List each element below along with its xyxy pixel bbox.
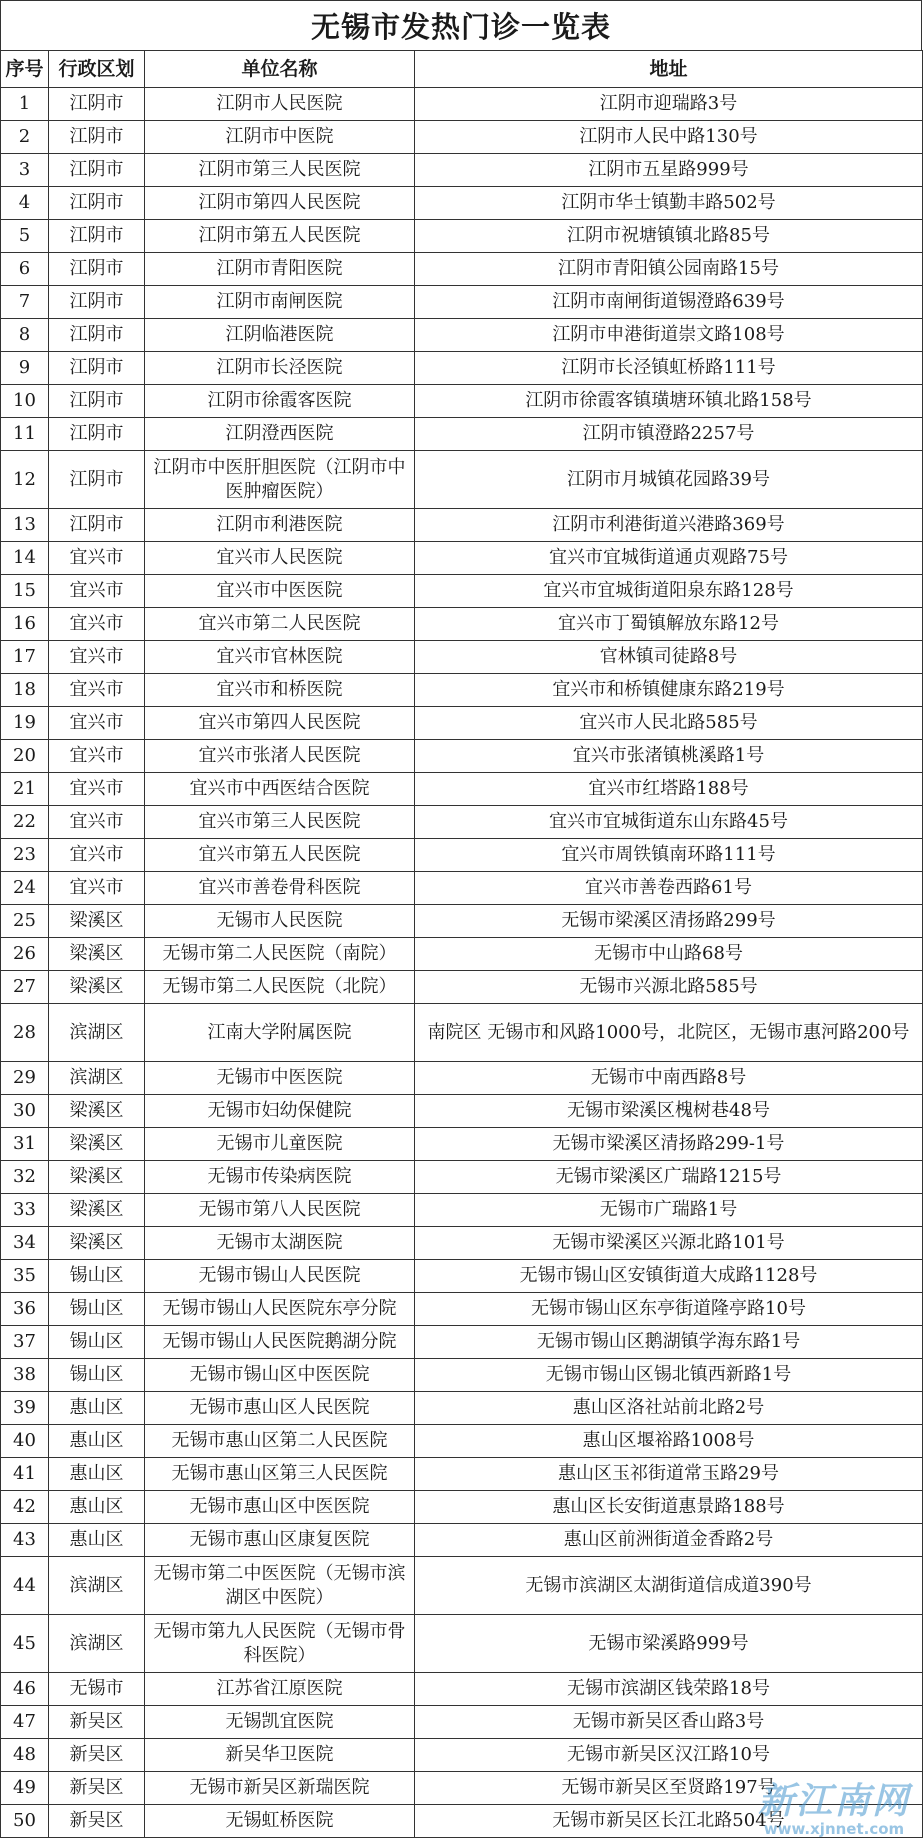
cell-address: 江阴市祝塘镇镇北路85号 (415, 220, 923, 253)
cell-district: 惠山区 (49, 1524, 145, 1557)
cell-address: 惠山区玉祁街道常玉路29号 (415, 1458, 923, 1491)
cell-unit-name: 江阴市徐霞客医院 (145, 385, 415, 418)
cell-district: 滨湖区 (49, 1615, 145, 1673)
cell-address: 江阴市月城镇花园路39号 (415, 451, 923, 509)
cell-district: 锡山区 (49, 1260, 145, 1293)
cell-index: 24 (1, 872, 49, 905)
cell-unit-name: 无锡市妇幼保健院 (145, 1095, 415, 1128)
cell-district: 新吴区 (49, 1739, 145, 1772)
cell-index: 40 (1, 1425, 49, 1458)
cell-address: 无锡市梁溪区兴源北路101号 (415, 1227, 923, 1260)
cell-index: 29 (1, 1062, 49, 1095)
cell-unit-name: 江阴澄西医院 (145, 418, 415, 451)
cell-address: 无锡市锡山区安镇街道大成路1128号 (415, 1260, 923, 1293)
cell-index: 37 (1, 1326, 49, 1359)
table-row (1, 1326, 923, 1359)
cell-address: 无锡市滨湖区太湖街道信成道390号 (415, 1557, 923, 1615)
cell-index: 4 (1, 187, 49, 220)
cell-index: 47 (1, 1706, 49, 1739)
cell-index: 23 (1, 839, 49, 872)
cell-district: 江阴市 (49, 121, 145, 154)
cell-address: 无锡市新吴区汉江路10号 (415, 1739, 923, 1772)
cell-index: 10 (1, 385, 49, 418)
cell-address: 无锡市梁溪路999号 (415, 1615, 923, 1673)
header-unit-name: 单位名称 (145, 51, 415, 88)
cell-unit-name: 江阴市中医院 (145, 121, 415, 154)
cell-district: 宜兴市 (49, 773, 145, 806)
cell-index: 7 (1, 286, 49, 319)
cell-district: 梁溪区 (49, 1128, 145, 1161)
cell-address: 无锡市锡山区鹅湖镇学海东路1号 (415, 1326, 923, 1359)
cell-address: 江阴市利港街道兴港路369号 (415, 509, 923, 542)
cell-unit-name: 宜兴市中西医结合医院 (145, 773, 415, 806)
cell-address: 无锡市梁溪区清扬路299-1号 (415, 1128, 923, 1161)
table-row (1, 1805, 923, 1838)
cell-unit-name: 无锡市惠山区中医医院 (145, 1491, 415, 1524)
cell-address: 惠山区堰裕路1008号 (415, 1425, 923, 1458)
table-row (1, 872, 923, 905)
cell-index: 36 (1, 1293, 49, 1326)
cell-index: 41 (1, 1458, 49, 1491)
cell-district: 梁溪区 (49, 1161, 145, 1194)
cell-district: 惠山区 (49, 1458, 145, 1491)
cell-district: 梁溪区 (49, 938, 145, 971)
table-row (1, 1615, 923, 1673)
cell-index: 14 (1, 542, 49, 575)
cell-address: 无锡市锡山区锡北镇西新路1号 (415, 1359, 923, 1392)
cell-unit-name: 无锡市第八人民医院 (145, 1194, 415, 1227)
cell-address: 惠山区长安街道惠景路188号 (415, 1491, 923, 1524)
cell-address: 无锡市兴源北路585号 (415, 971, 923, 1004)
cell-district: 宜兴市 (49, 674, 145, 707)
cell-district: 江阴市 (49, 154, 145, 187)
table-row (1, 740, 923, 773)
cell-address: 无锡市新吴区长江北路504号 (415, 1805, 923, 1838)
cell-unit-name: 宜兴市第五人民医院 (145, 839, 415, 872)
table-row (1, 971, 923, 1004)
cell-address: 无锡市新吴区香山路3号 (415, 1706, 923, 1739)
cell-address: 无锡市新吴区至贤路197号 (415, 1772, 923, 1805)
table-row (1, 1161, 923, 1194)
cell-unit-name: 无锡市锡山人民医院鹅湖分院 (145, 1326, 415, 1359)
table-row (1, 839, 923, 872)
table-header-row (1, 51, 923, 88)
cell-district: 江阴市 (49, 286, 145, 319)
cell-unit-name: 江阴市青阳医院 (145, 253, 415, 286)
cell-district: 梁溪区 (49, 1194, 145, 1227)
cell-district: 新吴区 (49, 1805, 145, 1838)
cell-address: 无锡市梁溪区槐树巷48号 (415, 1095, 923, 1128)
table-row (1, 1194, 923, 1227)
cell-address: 无锡市中山路68号 (415, 938, 923, 971)
cell-index: 46 (1, 1673, 49, 1706)
cell-index: 20 (1, 740, 49, 773)
cell-address: 南院区 无锡市和风路1000号，北院区，无锡市惠河路200号 (415, 1004, 923, 1062)
cell-unit-name: 无锡市第二中医医院（无锡市滨湖区中医院） (145, 1557, 415, 1615)
table-row (1, 1293, 923, 1326)
cell-unit-name: 江阴市第五人民医院 (145, 220, 415, 253)
cell-district: 江阴市 (49, 385, 145, 418)
cell-address: 宜兴市红塔路188号 (415, 773, 923, 806)
cell-district: 新吴区 (49, 1772, 145, 1805)
cell-unit-name: 无锡市中医医院 (145, 1062, 415, 1095)
cell-unit-name: 宜兴市第二人民医院 (145, 608, 415, 641)
cell-unit-name: 无锡市儿童医院 (145, 1128, 415, 1161)
cell-address: 无锡市广瑞路1号 (415, 1194, 923, 1227)
cell-index: 33 (1, 1194, 49, 1227)
cell-index: 44 (1, 1557, 49, 1615)
table-row (1, 542, 923, 575)
table-row (1, 1458, 923, 1491)
cell-index: 17 (1, 641, 49, 674)
table-row (1, 88, 923, 121)
cell-unit-name: 江南大学附属医院 (145, 1004, 415, 1062)
cell-unit-name: 无锡市惠山区第二人民医院 (145, 1425, 415, 1458)
cell-address: 无锡市梁溪区清扬路299号 (415, 905, 923, 938)
cell-unit-name: 无锡市锡山人民医院东亭分院 (145, 1293, 415, 1326)
table-row (1, 707, 923, 740)
cell-address: 宜兴市和桥镇健康东路219号 (415, 674, 923, 707)
header-address: 地址 (415, 51, 923, 88)
cell-district: 江阴市 (49, 88, 145, 121)
table-row (1, 1491, 923, 1524)
header-district: 行政区划 (49, 51, 145, 88)
table-row (1, 1524, 923, 1557)
table-row (1, 773, 923, 806)
cell-district: 江阴市 (49, 352, 145, 385)
cell-index: 21 (1, 773, 49, 806)
table-row (1, 154, 923, 187)
cell-index: 30 (1, 1095, 49, 1128)
cell-index: 6 (1, 253, 49, 286)
cell-address: 宜兴市周铁镇南环路111号 (415, 839, 923, 872)
watermark-url: www.xjnnet.com (763, 1820, 905, 1838)
cell-unit-name: 宜兴市和桥医院 (145, 674, 415, 707)
table-body (1, 88, 923, 1838)
table-row (1, 187, 923, 220)
cell-index: 48 (1, 1739, 49, 1772)
cell-unit-name: 江阴市长泾医院 (145, 352, 415, 385)
cell-index: 15 (1, 575, 49, 608)
table-row (1, 905, 923, 938)
cell-index: 50 (1, 1805, 49, 1838)
cell-address: 江阴市长泾镇虹桥路111号 (415, 352, 923, 385)
cell-unit-name: 宜兴市善卷骨科医院 (145, 872, 415, 905)
table-row (1, 641, 923, 674)
cell-address: 江阴市镇澄路2257号 (415, 418, 923, 451)
cell-address: 无锡市梁溪区广瑞路1215号 (415, 1161, 923, 1194)
cell-district: 锡山区 (49, 1359, 145, 1392)
cell-index: 49 (1, 1772, 49, 1805)
cell-unit-name: 无锡虹桥医院 (145, 1805, 415, 1838)
table-row (1, 1392, 923, 1425)
cell-unit-name: 宜兴市人民医院 (145, 542, 415, 575)
cell-index: 38 (1, 1359, 49, 1392)
cell-address: 江阴市申港街道崇文路108号 (415, 319, 923, 352)
table-row (1, 1128, 923, 1161)
table-row (1, 1673, 923, 1706)
cell-district: 滨湖区 (49, 1004, 145, 1062)
table-row (1, 1359, 923, 1392)
cell-unit-name: 无锡市第二人民医院（北院） (145, 971, 415, 1004)
cell-district: 梁溪区 (49, 905, 145, 938)
cell-district: 江阴市 (49, 418, 145, 451)
table-row (1, 253, 923, 286)
table-row (1, 938, 923, 971)
cell-address: 无锡市锡山区东亭街道隆亭路10号 (415, 1293, 923, 1326)
cell-district: 江阴市 (49, 187, 145, 220)
table-row (1, 1062, 923, 1095)
cell-unit-name: 无锡市人民医院 (145, 905, 415, 938)
cell-unit-name: 新吴华卫医院 (145, 1739, 415, 1772)
cell-unit-name: 无锡市惠山区第三人民医院 (145, 1458, 415, 1491)
table-row (1, 1227, 923, 1260)
cell-unit-name: 江阴市第三人民医院 (145, 154, 415, 187)
cell-district: 江阴市 (49, 451, 145, 509)
cell-address: 无锡市中南西路8号 (415, 1062, 923, 1095)
header-index: 序号 (1, 51, 49, 88)
table-row (1, 575, 923, 608)
cell-address: 宜兴市宜城街道通贞观路75号 (415, 542, 923, 575)
table-row (1, 1739, 923, 1772)
cell-index: 28 (1, 1004, 49, 1062)
cell-index: 19 (1, 707, 49, 740)
cell-index: 25 (1, 905, 49, 938)
table-row (1, 1004, 923, 1062)
cell-index: 8 (1, 319, 49, 352)
cell-index: 3 (1, 154, 49, 187)
table-row (1, 1095, 923, 1128)
cell-index: 5 (1, 220, 49, 253)
table-row (1, 674, 923, 707)
cell-index: 39 (1, 1392, 49, 1425)
cell-district: 惠山区 (49, 1491, 145, 1524)
cell-district: 锡山区 (49, 1293, 145, 1326)
cell-index: 43 (1, 1524, 49, 1557)
cell-index: 22 (1, 806, 49, 839)
page-title: 无锡市发热门诊一览表 (0, 0, 922, 50)
table-row (1, 286, 923, 319)
cell-unit-name: 无锡市惠山区康复医院 (145, 1524, 415, 1557)
cell-unit-name: 江阴市利港医院 (145, 509, 415, 542)
cell-index: 1 (1, 88, 49, 121)
cell-district: 宜兴市 (49, 641, 145, 674)
cell-district: 锡山区 (49, 1326, 145, 1359)
cell-index: 16 (1, 608, 49, 641)
cell-index: 34 (1, 1227, 49, 1260)
table-row (1, 121, 923, 154)
cell-district: 惠山区 (49, 1392, 145, 1425)
cell-district: 梁溪区 (49, 971, 145, 1004)
cell-index: 35 (1, 1260, 49, 1293)
cell-unit-name: 无锡市新吴区新瑞医院 (145, 1772, 415, 1805)
cell-index: 31 (1, 1128, 49, 1161)
table-row (1, 1706, 923, 1739)
cell-district: 滨湖区 (49, 1557, 145, 1615)
cell-district: 江阴市 (49, 220, 145, 253)
table-row (1, 1425, 923, 1458)
cell-unit-name: 江阴临港医院 (145, 319, 415, 352)
cell-unit-name: 无锡市第二人民医院（南院） (145, 938, 415, 971)
table-row (1, 451, 923, 509)
table-row (1, 220, 923, 253)
cell-unit-name: 无锡市锡山人民医院 (145, 1260, 415, 1293)
cell-address: 宜兴市张渚镇桃溪路1号 (415, 740, 923, 773)
cell-unit-name: 宜兴市张渚人民医院 (145, 740, 415, 773)
cell-address: 江阴市五星路999号 (415, 154, 923, 187)
cell-district: 宜兴市 (49, 608, 145, 641)
cell-unit-name: 无锡市太湖医院 (145, 1227, 415, 1260)
table-row (1, 608, 923, 641)
cell-unit-name: 宜兴市官林医院 (145, 641, 415, 674)
cell-index: 9 (1, 352, 49, 385)
cell-district: 梁溪区 (49, 1227, 145, 1260)
cell-district: 宜兴市 (49, 839, 145, 872)
cell-district: 梁溪区 (49, 1095, 145, 1128)
cell-unit-name: 江阴市中医肝胆医院（江阴市中医肿瘤医院） (145, 451, 415, 509)
watermark-text: 新江南网 (757, 1781, 910, 1822)
cell-district: 宜兴市 (49, 740, 145, 773)
cell-district: 惠山区 (49, 1425, 145, 1458)
cell-unit-name: 宜兴市第四人民医院 (145, 707, 415, 740)
cell-address: 江阴市南闸街道锡澄路639号 (415, 286, 923, 319)
cell-address: 宜兴市宜城街道阳泉东路128号 (415, 575, 923, 608)
fever-clinic-table (0, 50, 923, 1838)
cell-district: 宜兴市 (49, 872, 145, 905)
cell-address: 无锡市滨湖区钱荣路18号 (415, 1673, 923, 1706)
cell-address: 惠山区洛社站前北路2号 (415, 1392, 923, 1425)
cell-address: 宜兴市人民北路585号 (415, 707, 923, 740)
cell-index: 2 (1, 121, 49, 154)
cell-address: 江阴市徐霞客镇璜塘环镇北路158号 (415, 385, 923, 418)
cell-index: 27 (1, 971, 49, 1004)
table-row (1, 1772, 923, 1805)
table-row (1, 509, 923, 542)
cell-address: 惠山区前洲街道金香路2号 (415, 1524, 923, 1557)
cell-address: 宜兴市善卷西路61号 (415, 872, 923, 905)
table-row (1, 352, 923, 385)
cell-unit-name: 无锡凯宜医院 (145, 1706, 415, 1739)
cell-index: 32 (1, 1161, 49, 1194)
cell-index: 18 (1, 674, 49, 707)
cell-index: 42 (1, 1491, 49, 1524)
cell-district: 无锡市 (49, 1673, 145, 1706)
cell-unit-name: 无锡市第九人民医院（无锡市骨科医院） (145, 1615, 415, 1673)
cell-unit-name: 江阴市南闸医院 (145, 286, 415, 319)
table-row (1, 319, 923, 352)
cell-address: 宜兴市宜城街道东山东路45号 (415, 806, 923, 839)
cell-unit-name: 无锡市惠山区人民医院 (145, 1392, 415, 1425)
cell-index: 13 (1, 509, 49, 542)
cell-unit-name: 江苏省江原医院 (145, 1673, 415, 1706)
cell-unit-name: 宜兴市中医医院 (145, 575, 415, 608)
cell-district: 江阴市 (49, 319, 145, 352)
cell-index: 26 (1, 938, 49, 971)
cell-address: 江阴市迎瑞路3号 (415, 88, 923, 121)
cell-address: 官林镇司徒路8号 (415, 641, 923, 674)
cell-address: 江阴市华士镇勤丰路502号 (415, 187, 923, 220)
cell-index: 12 (1, 451, 49, 509)
cell-address: 宜兴市丁蜀镇解放东路12号 (415, 608, 923, 641)
table-row (1, 806, 923, 839)
cell-district: 江阴市 (49, 253, 145, 286)
cell-index: 11 (1, 418, 49, 451)
cell-unit-name: 无锡市锡山区中医医院 (145, 1359, 415, 1392)
cell-district: 宜兴市 (49, 542, 145, 575)
cell-unit-name: 宜兴市第三人民医院 (145, 806, 415, 839)
cell-unit-name: 江阴市第四人民医院 (145, 187, 415, 220)
cell-district: 宜兴市 (49, 806, 145, 839)
cell-district: 新吴区 (49, 1706, 145, 1739)
cell-district: 宜兴市 (49, 707, 145, 740)
cell-district: 滨湖区 (49, 1062, 145, 1095)
cell-unit-name: 无锡市传染病医院 (145, 1161, 415, 1194)
table-row (1, 1557, 923, 1615)
cell-address: 江阴市青阳镇公园南路15号 (415, 253, 923, 286)
table-row (1, 385, 923, 418)
cell-district: 宜兴市 (49, 575, 145, 608)
cell-address: 江阴市人民中路130号 (415, 121, 923, 154)
cell-index: 45 (1, 1615, 49, 1673)
table-row (1, 418, 923, 451)
cell-district: 江阴市 (49, 509, 145, 542)
cell-unit-name: 江阴市人民医院 (145, 88, 415, 121)
table-row (1, 1260, 923, 1293)
